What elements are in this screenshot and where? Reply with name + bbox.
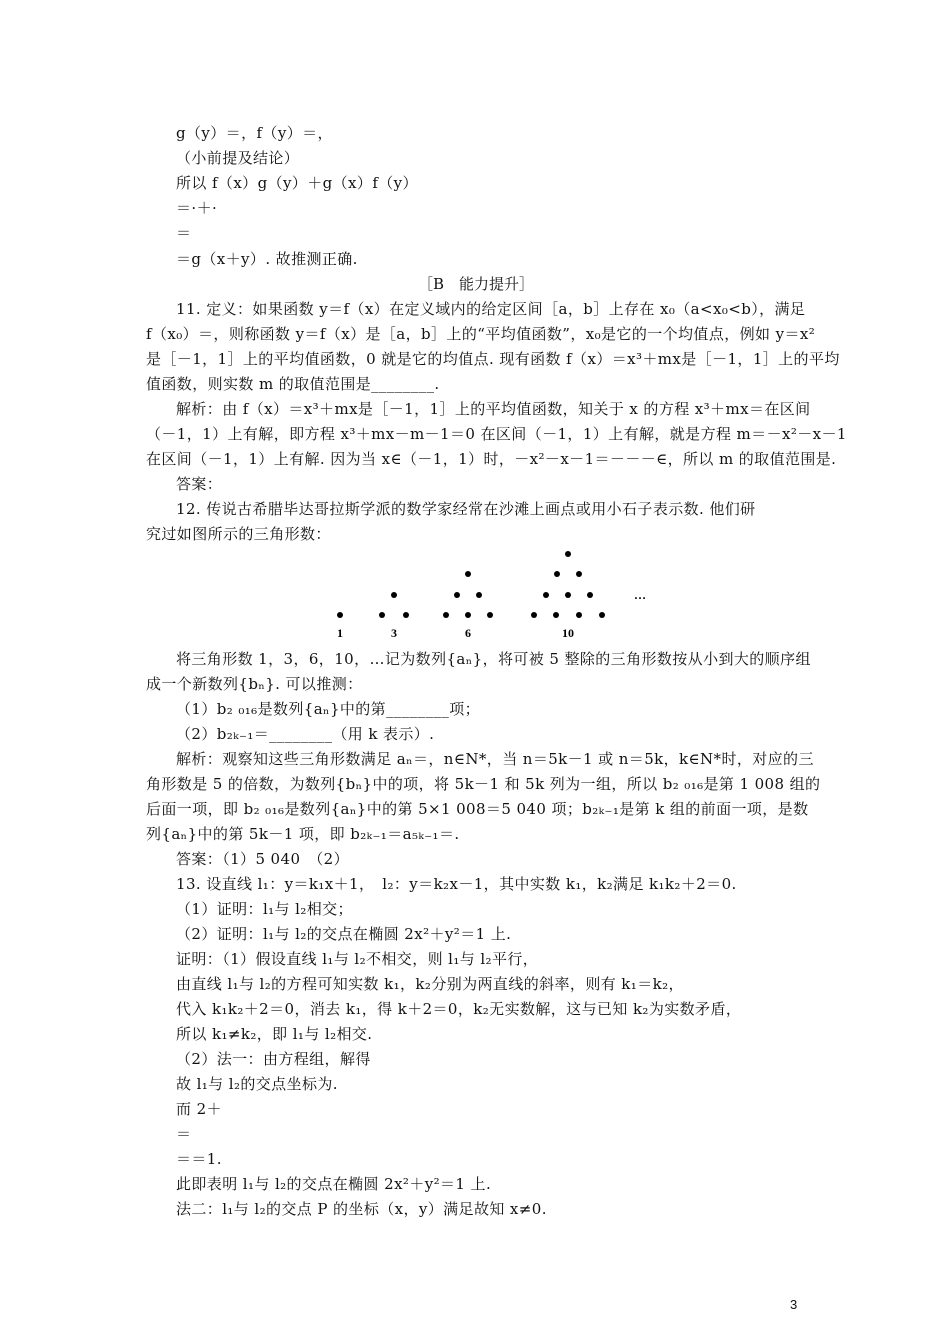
text-line: （2）b₂ₖ₋₁＝________（用 k 表示）.: [176, 725, 435, 743]
text-line: 而 2＋: [176, 1100, 222, 1118]
figure-label: 1: [337, 626, 343, 640]
text-line: 列{aₙ}中的第 5k－1 项，即 b₂ₖ₋₁＝a₅ₖ₋₁＝.: [146, 825, 460, 843]
text-line: 成一个新数列{bₙ}. 可以推测：: [146, 675, 363, 693]
text-line: 后面一项，即 b₂ ₀₁₆是数列{aₙ}中的第 5×1 008＝5 040 项；b₂ₖ₋₁是第 k 组的前面一项，是数: [146, 800, 809, 818]
solution-text: 解析：由 f（x）＝x³＋mx是［－1，1］上的平均值函数，知关于 x 的方程 x³＋mx＝在区间: [176, 400, 811, 418]
text-line: （－1，1）上有解，即方程 x³＋mx－m－1＝0 在区间（－1，1）上有解，就是方程 m＝－x²－x－1: [146, 425, 847, 443]
section-heading: ［B 能力提升］: [417, 275, 535, 293]
text-line: ＝·＋·: [176, 199, 218, 217]
text-line: （2）证明：l₁与 l₂的交点在椭圆 2x²＋y²＝1 上.: [176, 925, 512, 943]
text-line: （2）法一：由方程组，解得: [176, 1050, 371, 1068]
text-line: ＝: [176, 224, 192, 242]
text-line: g（y）＝，f（y）＝，: [176, 124, 333, 142]
question-12: 12. 传说古希腊毕达哥拉斯学派的数学家经常在沙滩上画点或用小石子表示数. 他们研: [176, 500, 756, 518]
text-line: ＝＝1.: [176, 1150, 222, 1168]
text-line: 角形数是 5 的倍数，为数列{bₙ}中的项，将 5k－1 和 5k 列为一组，所以 b₂ ₀₁₆是第 1 008 组的: [146, 775, 821, 793]
text-line: 故 l₁与 l₂的交点坐标为.: [176, 1075, 338, 1093]
text-line: ＝g（x＋y）. 故推测正确.: [176, 250, 358, 268]
figure-label: 6: [465, 626, 471, 640]
text-line: 法二：l₁与 l₂的交点 P 的坐标（x，y）满足故知 x≠0.: [176, 1200, 547, 1218]
text-line: 将三角形数 1，3，6，10，…记为数列{aₙ}，将可被 5 整除的三角形数按从小到大的顺序组: [176, 650, 811, 668]
text-line: 是［－1，1］上的平均值函数，0 就是它的均值点. 现有函数 f（x）＝x³＋mx是［－1，1］上的平均: [146, 350, 840, 368]
page-number: 3: [790, 1297, 798, 1312]
text-line: 在区间（－1，1）上有解. 因为当 x∈（－1，1）时，－x²－x－1＝－－－∈，所以 m 的取值范围是.: [146, 450, 837, 468]
text-line: ＝: [176, 1125, 192, 1143]
answer-line: 答案：: [176, 475, 223, 493]
text-line: 代入 k₁k₂＋2＝0，消去 k₁，得 k＋2＝0，k₂无实数解，这与已知 k₂为实数矛盾，: [176, 1000, 742, 1018]
proof-text: 证明：（1）假设直线 l₁与 l₂不相交，则 l₁与 l₂平行，: [176, 950, 539, 968]
figure-label: 10: [562, 626, 574, 640]
text-line: f（x₀）＝，则称函数 y＝f（x）是［a，b］上的“平均值函数”，x₀是它的一个均值点，例如 y＝x²: [146, 325, 816, 343]
text-line: （1）证明：l₁与 l₂相交；: [176, 900, 353, 918]
text-line: （1）b₂ ₀₁₆是数列{aₙ}中的第________项；: [176, 700, 481, 718]
text-line: 值函数，则实数 m 的取值范围是________.: [146, 375, 440, 393]
triangular-numbers-figure: [320, 543, 680, 643]
text-line: 此即表明 l₁与 l₂的交点在椭圆 2x²＋y²＝1 上.: [176, 1175, 492, 1193]
text-line: 所以 k₁≠k₂，即 l₁与 l₂相交.: [176, 1025, 373, 1043]
question-11: 11. 定义：如果函数 y＝f（x）在定义域内的给定区间［a，b］上存在 x₀（a<x₀<b），满足: [176, 300, 806, 318]
question-13: 13. 设直线 l₁：y＝k₁x＋1， l₂：y＝k₂x－1，其中实数 k₁，k₂满足 k₁k₂＋2＝0.: [176, 875, 737, 893]
answer-line: 答案：（1）5 040 （2）: [176, 850, 350, 868]
text-line: 由直线 l₁与 l₂的方程可知实数 k₁，k₂分别为两直线的斜率，则有 k₁＝k₂，: [176, 975, 684, 993]
figure-ellipsis: …: [634, 588, 646, 602]
text-line: 究过如图所示的三角形数：: [146, 525, 331, 543]
solution-text: 解析：观察知这些三角形数满足 aₙ＝，n∈N*，当 n＝5k－1 或 n＝5k，k∈N*时，对应的三: [176, 750, 814, 768]
figure-label: 3: [391, 626, 397, 640]
text-line: （小前提及结论）: [176, 149, 300, 167]
text-line: 所以 f（x）g（y）＋g（x）f（y）: [176, 174, 418, 192]
